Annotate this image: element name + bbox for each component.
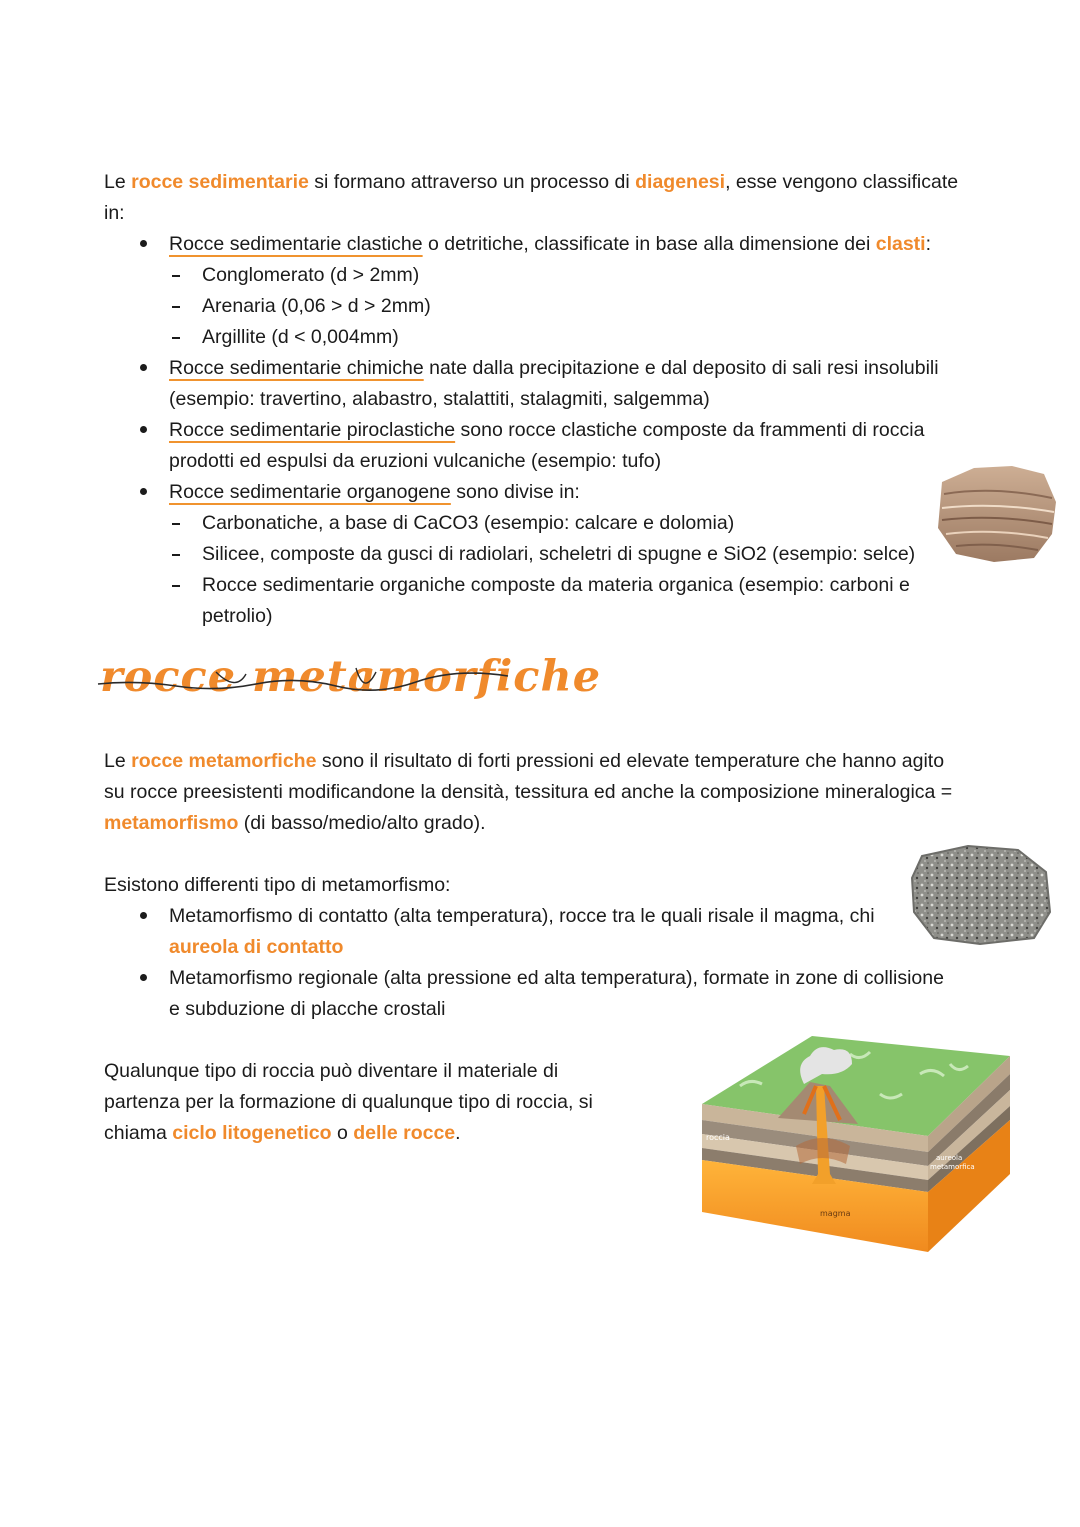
cycle-line3: chiama ciclo litogenetico o delle rocce. [104, 1122, 461, 1144]
bullet [140, 974, 147, 981]
item-contatto: Metamorfismo di contatto (alta temperatura), rocce tra le quali risale il magma, chi [169, 905, 875, 927]
dash [172, 523, 180, 525]
diagram-label-aureola: aureola [936, 1154, 963, 1162]
term-delle-rocce: delle rocce [353, 1122, 456, 1144]
item-regionale-line2: e subduzione di placche crostali [169, 998, 446, 1020]
item-clastiche: Rocce sedimentarie clastiche o detritiche, classificate in base alla dimensione dei clasti: [169, 233, 932, 255]
item-piroclastiche: Rocce sedimentarie piroclastiche sono rocce clastiche composte da frammenti di roccia [169, 419, 925, 441]
diagram-label-roccia: roccia [706, 1133, 730, 1142]
section-heading-metamorphic: rocce metamorfiche [100, 652, 602, 702]
term-clasti: clasti [875, 233, 926, 255]
term-diagenesi: diagenesi [635, 171, 726, 193]
list-item: Argillite (d < 0,004mm) [202, 326, 399, 348]
cycle-line1: Qualunque tipo di roccia può diventare il materiale di [104, 1060, 559, 1082]
list-item: Carbonatiche, a base di CaCO3 (esempio: calcare e dolomia) [202, 512, 735, 534]
metamorphic-intro-line1: Le rocce metamorfiche sono il risultato di forti pressioni ed elevate temperature che hanno agito [104, 750, 945, 772]
sedimentary-intro-line1: Le rocce sedimentarie si formano attraverso un processo di diagenesi, esse vengono classificate [104, 171, 959, 193]
list-item-continuation: petrolio) [202, 605, 273, 627]
sedimentary-rock-image [934, 462, 1060, 566]
bullet [140, 364, 147, 371]
diagram-label-magma: magma [820, 1209, 851, 1218]
cycle-line2: partenza per la formazione di qualunque tipo di roccia, si [104, 1091, 593, 1113]
metamorphic-intro-line3: metamorfismo (di basso/medio/alto grado). [104, 812, 486, 834]
handwriting-overlay [96, 662, 516, 702]
term-metamorfismo: metamorfismo [104, 812, 239, 834]
term-ciclo-litogenetico: ciclo litogenetico [172, 1122, 332, 1144]
dash [172, 554, 180, 556]
bullet [140, 912, 147, 919]
term-rocce-sedimentarie: rocce sedimentarie [131, 171, 309, 193]
term-rocce-metamorfiche: rocce metamorfiche [131, 750, 317, 772]
types-intro: Esistono differenti tipo di metamorfismo: [104, 874, 451, 896]
contact-metamorphism-diagram [700, 1034, 1014, 1256]
dash [172, 337, 180, 339]
item-regionale: Metamorfismo regionale (alta pressione ed alta temperatura), formate in zone di collisione [169, 967, 944, 989]
metamorphic-rock-image [910, 842, 1056, 948]
bullet [140, 426, 147, 433]
item-chimiche-line2: (esempio: travertino, alabastro, stalattiti, stalagmiti, salgemma) [169, 388, 710, 410]
term-aureola-di-contatto: aureola di contatto [169, 936, 344, 958]
dash [172, 585, 180, 587]
bullet [140, 488, 147, 495]
list-item: Rocce sedimentarie organiche composte da materia organica (esempio: carboni e [202, 574, 910, 596]
list-item: Silicee, composte da gusci di radiolari, scheletri di spugne e SiO2 (esempio: selce) [202, 543, 916, 565]
metamorphic-intro-line2: su rocce preesistenti modificandone la densità, tessitura ed anche la composizione mineralogica = [104, 781, 953, 803]
item-chimiche: Rocce sedimentarie chimiche nate dalla precipitazione e dal deposito di sali resi insolubili [169, 357, 939, 379]
dash [172, 306, 180, 308]
bullet [140, 240, 147, 247]
diagram-label-metamorfica: metamorfica [930, 1163, 975, 1171]
dash [172, 275, 180, 277]
list-item: Conglomerato (d > 2mm) [202, 264, 420, 286]
list-item: Arenaria (0,06 > d > 2mm) [202, 295, 431, 317]
item-piroclastiche-line2: prodotti ed espulsi da eruzioni vulcaniche (esempio: tufo) [169, 450, 662, 472]
sedimentary-intro-line2: in: [104, 202, 125, 224]
item-organogene: Rocce sedimentarie organogene sono divise in: [169, 481, 580, 503]
